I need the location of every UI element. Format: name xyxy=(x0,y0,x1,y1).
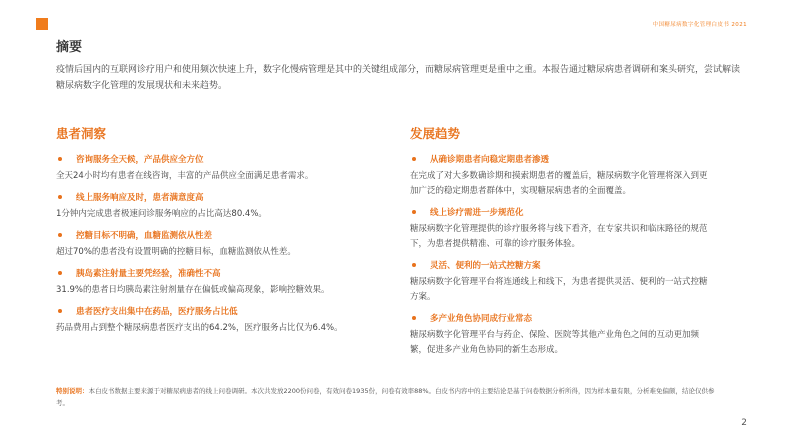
insight-heading: 线上服务响应及时，患者满意度高 xyxy=(76,193,204,203)
bullet-dot-icon xyxy=(58,195,62,199)
trend-heading: 从确诊期患者向稳定期患者渗透 xyxy=(430,155,550,165)
insight-point xyxy=(56,226,386,244)
trend-point xyxy=(410,203,740,221)
bullet-dot-icon xyxy=(58,157,62,161)
insight-desc: 1分钟内完成患者极速问诊服务响应的占比高达80.4%。 xyxy=(56,209,267,219)
trend-point xyxy=(410,150,740,168)
summary-title: 摘要 xyxy=(56,40,83,55)
bullet-dot-icon xyxy=(412,210,416,214)
bullet-dot-icon xyxy=(412,263,416,267)
footnote-label: 特别说明： xyxy=(56,387,89,395)
insight-heading: 咨询服务全天候，产品供应全方位 xyxy=(76,155,204,165)
footnote xyxy=(56,385,726,409)
trend-heading: 多产业角色协同成行业常态 xyxy=(430,314,533,324)
insight-heading: 控糖目标不明确，血糖监测依从性差 xyxy=(76,231,213,241)
insight-desc: 全天24小时均有患者在线咨询，丰富的产品供应全面满足患者需求。 xyxy=(56,171,314,181)
insight-point xyxy=(56,150,386,168)
bullet-dot-icon xyxy=(412,316,416,320)
footnote-text: 本白皮书数据主要来源于对糖尿病患者的线上问卷调研。本次共发放2200份问卷，有效问卷1935份，问卷有效率88%。白皮书内容中的主要结论是基于问卷数据分析所得，因为样本量有限，分析难免偏颇，结论仅供参考。 xyxy=(56,387,715,407)
trend-heading: 灵活、便利的一站式控糖方案 xyxy=(430,261,541,271)
trends-column xyxy=(410,126,740,362)
trend-desc: 糖尿病数字化管理平台将连通线上和线下，为患者提供灵活、便利的一站式控糖方案。 xyxy=(410,277,708,302)
insight-desc: 药品费用占到整个糖尿病患者医疗支出的64.2%，医疗服务占比仅为6.4%。 xyxy=(56,323,343,333)
trend-desc: 糖尿病数字化管理提供的诊疗服务将与线下看齐，在专家共识和临床路径的规范下，为患者提供精准、可靠的诊疗服务体验。 xyxy=(410,224,708,249)
page-number: 2 xyxy=(741,418,747,428)
insight-point xyxy=(56,302,386,320)
bullet-dot-icon xyxy=(412,157,416,161)
insights-column xyxy=(56,126,386,340)
insights-title: 患者洞察 xyxy=(56,126,107,141)
insight-desc: 超过70%的患者没有设置明确的控糖目标，血糖监测依从性差。 xyxy=(56,247,296,257)
insight-point xyxy=(56,264,386,282)
insight-heading: 胰岛素注射量主要凭经验，准确性不高 xyxy=(76,269,221,279)
insight-desc: 31.9%的患者日均胰岛素注射剂量存在偏低或偏高现象，影响控糖效果。 xyxy=(56,285,330,295)
corner-accent-square xyxy=(36,18,48,30)
bullet-dot-icon xyxy=(58,233,62,237)
insight-heading: 患者医疗支出集中在药品，医疗服务占比低 xyxy=(76,307,238,317)
bullet-dot-icon xyxy=(58,309,62,313)
trends-title: 发展趋势 xyxy=(410,126,461,141)
trend-desc: 糖尿病数字化管理平台与药企、保险、医院等其他产业角色之间的互动更加频繁，促进多产业角色协同的新生态形成。 xyxy=(410,330,700,355)
trend-point xyxy=(410,256,740,274)
report-title: 中国糖尿病数字化管理白皮书 2021 xyxy=(652,22,747,28)
trend-point xyxy=(410,309,740,327)
trend-desc: 在完成了对大多数确诊期和摸索期患者的覆盖后，糖尿病数字化管理将深入到更加广泛的稳定期患者群体中，实现糖尿病患者的全面覆盖。 xyxy=(410,171,708,196)
bullet-dot-icon xyxy=(58,271,62,275)
summary-text: 疫情后国内的互联网诊疗用户和使用频次快速上升，数字化慢病管理是其中的关键组成部分，而糖尿病管理更是重中之重。本报告通过糖尿病患者调研和案头研究，尝试解读糖尿病数字化管理的发展现状和未来趋势。 xyxy=(56,65,741,91)
trend-heading: 线上诊疗需进一步规范化 xyxy=(430,208,524,218)
insight-point xyxy=(56,188,386,206)
